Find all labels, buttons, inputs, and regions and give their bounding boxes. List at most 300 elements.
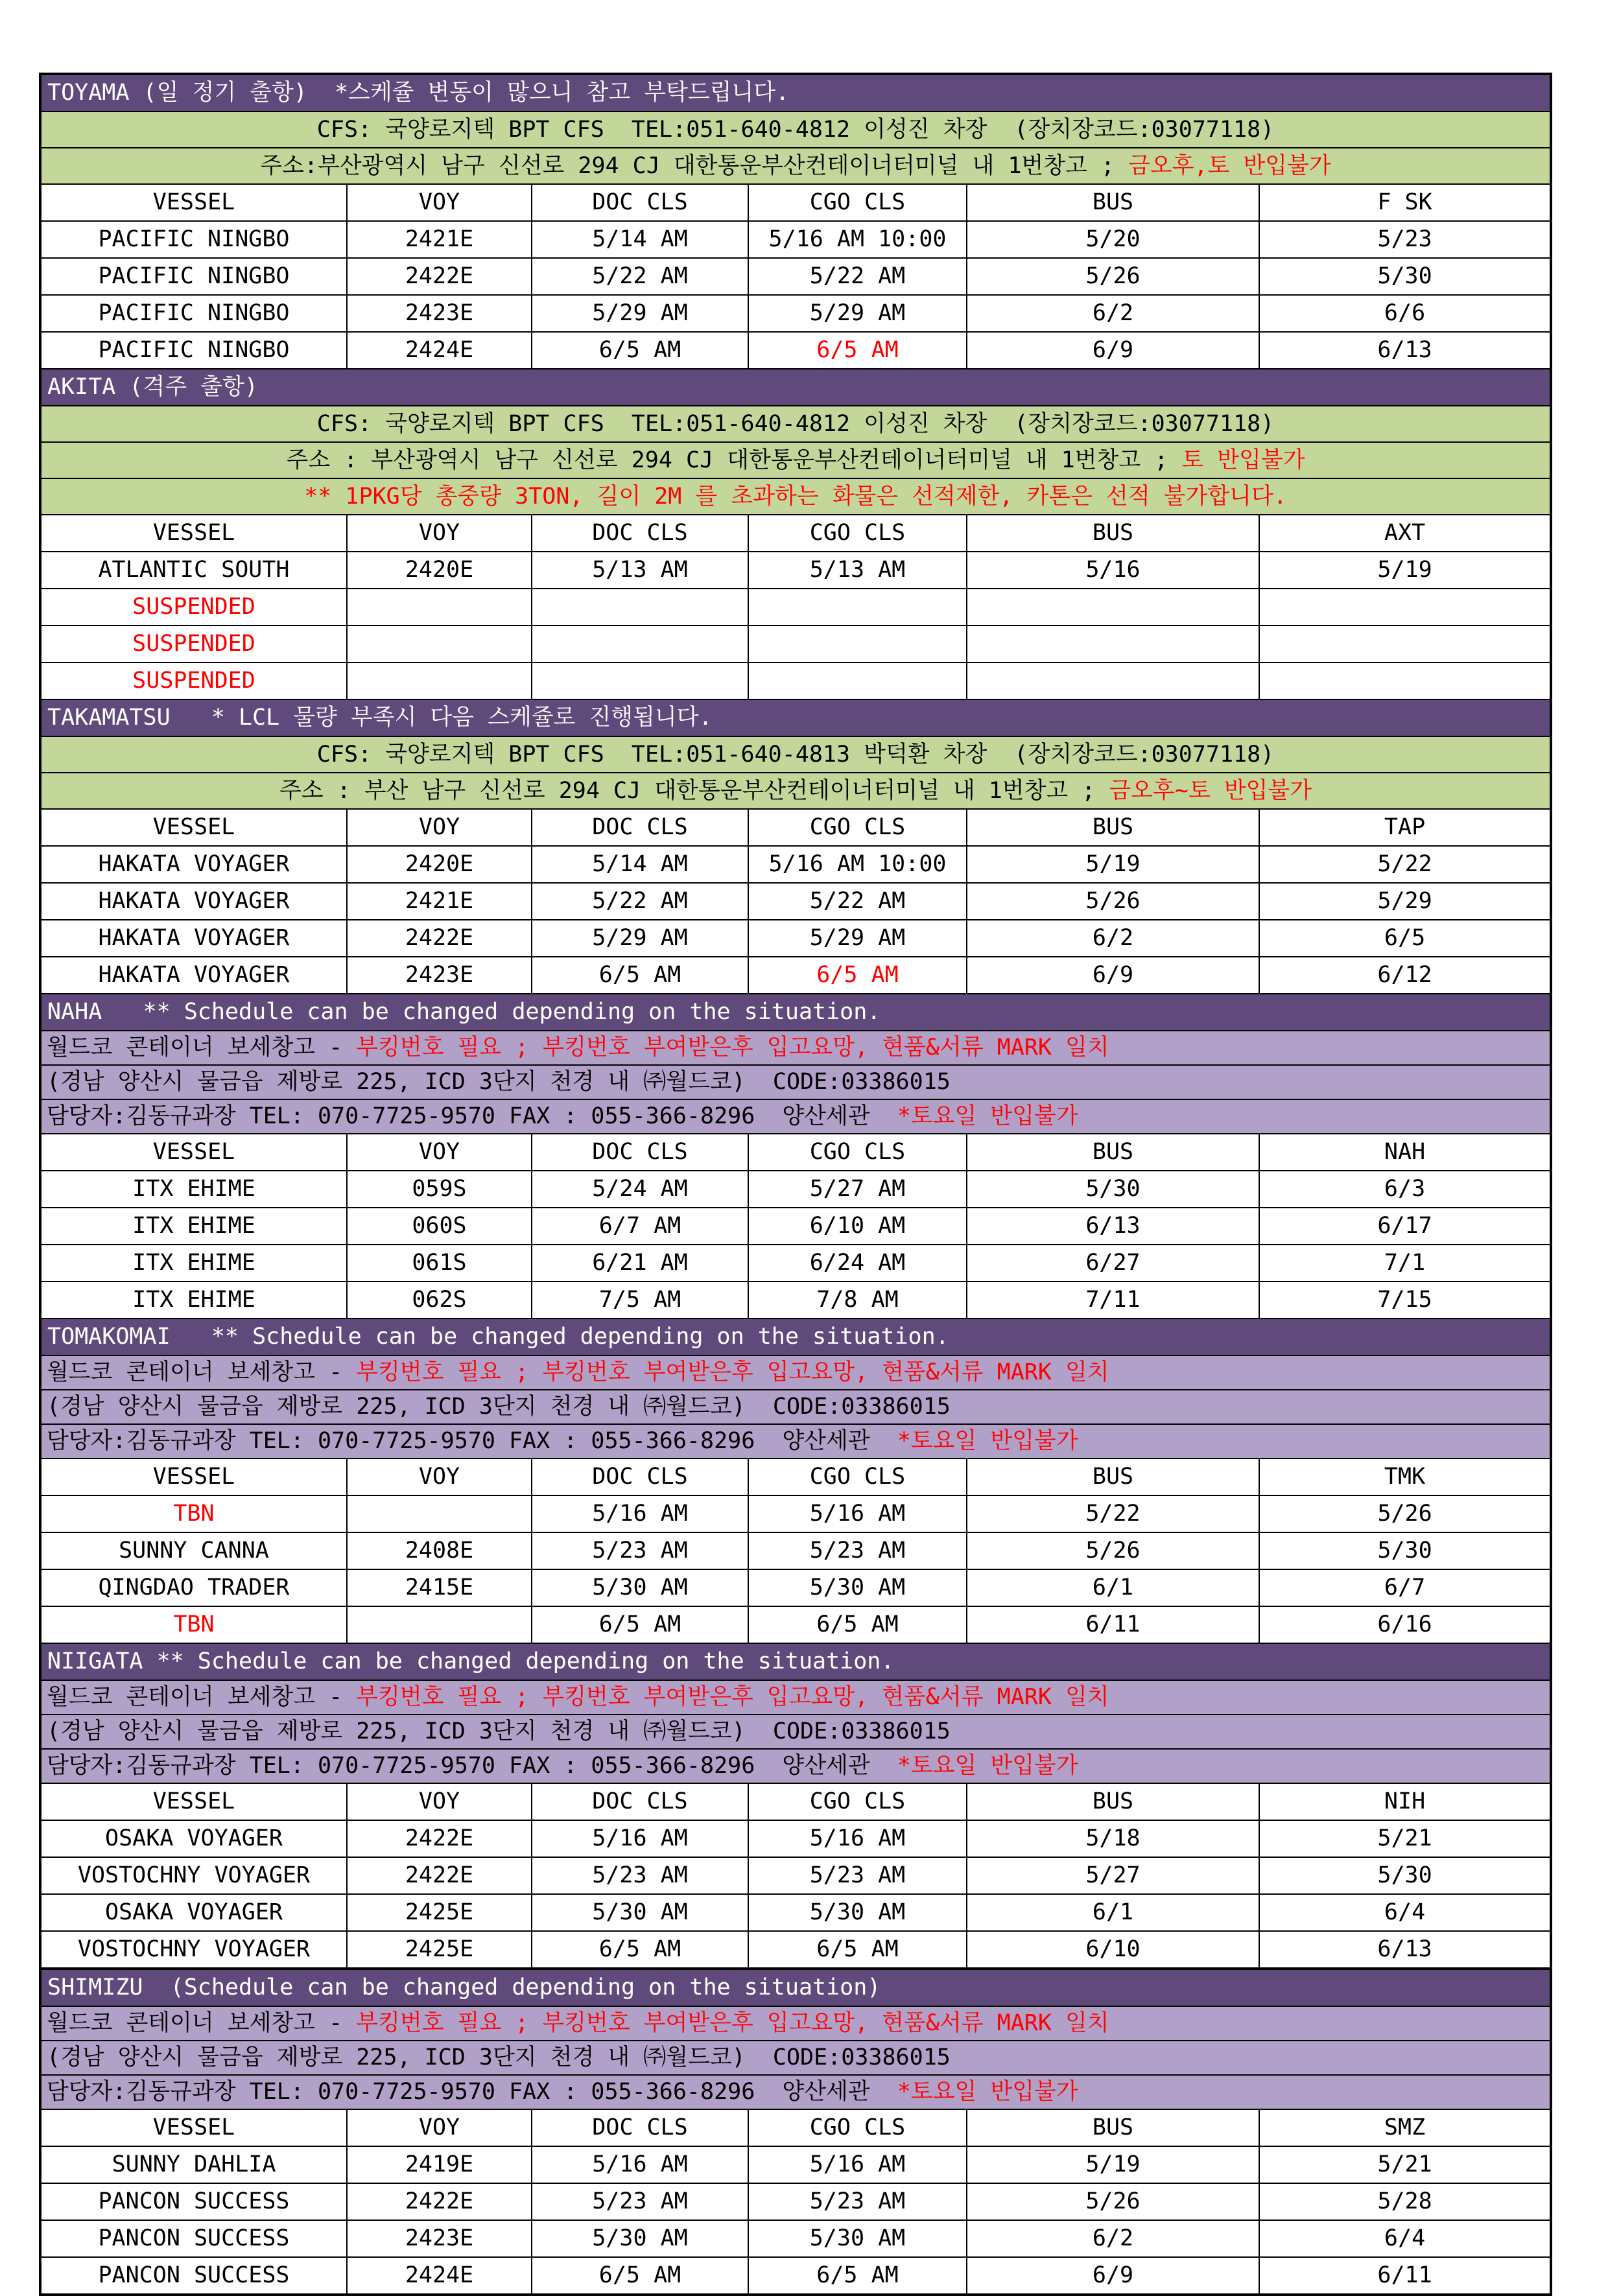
voy-cell: 2422E xyxy=(347,2183,532,2220)
schedule-row xyxy=(40,626,1551,662)
vessel-cell: HAKATA VOYAGER xyxy=(40,957,347,994)
arrival-cell: 6/4 xyxy=(1259,2220,1551,2257)
schedule-row xyxy=(40,883,1551,920)
column-header-bus: BUS xyxy=(967,1134,1259,1171)
cfs-info-row xyxy=(40,736,1551,773)
vessel-cell: ITX EHIME xyxy=(40,1282,347,1318)
vessel-cell: PANCON SUCCESS xyxy=(40,2220,347,2257)
schedule-row xyxy=(40,662,1551,699)
bus-cell: 6/9 xyxy=(967,332,1259,369)
doc-cls-cell: 5/16 AM xyxy=(532,2146,748,2183)
cfs-info-line xyxy=(40,148,1551,184)
section-title: TOMAKOMAI ** Schedule can be changed depending on the situation. xyxy=(40,1318,1551,1355)
column-header-cgo-cls: CGO CLS xyxy=(748,184,967,221)
vessel-cell: QINGDAO TRADER xyxy=(40,1569,347,1606)
vessel-cell: TBN xyxy=(40,1495,347,1532)
cgo-cls-cell: 6/5 AM xyxy=(748,2257,967,2295)
bus-cell xyxy=(967,589,1259,626)
info-text: 담당자:김동규과장 TEL: 070-7725-9570 FAX : 055-366-8296 양산세관 xyxy=(47,1103,897,1129)
arrival-cell: 5/19 xyxy=(1259,552,1551,589)
doc-cls-cell: 5/16 AM xyxy=(532,1820,748,1857)
vessel-cell: VOSTOCHNY VOYAGER xyxy=(40,1857,347,1894)
info-text: (경남 양산시 물금읍 제방로 225, ICD 3단지 천경 내 ㈜월드코) CODE:03386015 xyxy=(47,1394,951,1420)
column-header-cgo-cls: CGO CLS xyxy=(748,1134,967,1171)
info-text: CFS: 국양로지텍 BPT CFS TEL:051-640-4813 박덕환 차장 (장치장코드:03077118) xyxy=(316,741,1275,767)
doc-cls-cell: 5/30 AM xyxy=(532,1894,748,1931)
doc-cls-cell: 6/5 AM xyxy=(532,2257,748,2295)
warehouse-info-row xyxy=(40,1390,1551,1424)
warehouse-info-line xyxy=(40,1715,1551,1749)
vessel-cell: OSAKA VOYAGER xyxy=(40,1820,347,1857)
vessel-cell: SUSPENDED xyxy=(40,589,347,626)
arrival-cell: 5/30 xyxy=(1259,258,1551,295)
notice-text: 토 반입불가 xyxy=(1181,447,1305,473)
doc-cls-cell: 5/29 AM xyxy=(532,295,748,332)
notice-text: *토요일 반입불가 xyxy=(897,1428,1078,1454)
section-title-row xyxy=(40,369,1551,406)
arrival-cell: 5/21 xyxy=(1259,2146,1551,2183)
schedule-row xyxy=(40,258,1551,295)
vessel-cell: ATLANTIC SOUTH xyxy=(40,552,347,589)
voy-cell: 2424E xyxy=(347,2257,532,2295)
column-header-voy: VOY xyxy=(347,515,532,552)
voy-cell: 2422E xyxy=(347,1857,532,1894)
voy-cell: 2420E xyxy=(347,846,532,883)
schedule-table xyxy=(39,73,1552,2296)
doc-cls-cell xyxy=(532,626,748,662)
warehouse-info-line xyxy=(40,1355,1551,1390)
column-header-doc-cls: DOC CLS xyxy=(532,184,748,221)
schedule-row xyxy=(40,1171,1551,1208)
column-header-bus: BUS xyxy=(967,1458,1259,1495)
cgo-cls-cell: 5/16 AM xyxy=(748,1820,967,1857)
voy-cell: 2420E xyxy=(347,552,532,589)
voy-cell: 2424E xyxy=(347,332,532,369)
column-header-arrival: TAP xyxy=(1259,809,1551,846)
cgo-cls-cell: 5/29 AM xyxy=(748,920,967,957)
column-header-arrival: F SK xyxy=(1259,184,1551,221)
cfs-info-line xyxy=(40,442,1551,478)
warehouse-info-line xyxy=(40,1390,1551,1424)
cgo-cls-cell xyxy=(748,589,967,626)
arrival-cell: 7/1 xyxy=(1259,1245,1551,1282)
cfs-info-row xyxy=(40,111,1551,148)
doc-cls-cell: 5/14 AM xyxy=(532,221,748,258)
schedule-row xyxy=(40,2183,1551,2220)
schedule-row xyxy=(40,1857,1551,1894)
cfs-info-line xyxy=(40,773,1551,809)
vessel-cell: SUSPENDED xyxy=(40,662,347,699)
column-header-cgo-cls: CGO CLS xyxy=(748,515,967,552)
cgo-cls-cell: 5/13 AM xyxy=(748,552,967,589)
notice-text: 부킹번호 필요 ; 부킹번호 부여받은후 입고요망, 현품&서류 MARK 일치 xyxy=(356,1684,1109,1710)
schedule-row xyxy=(40,295,1551,332)
doc-cls-cell: 5/24 AM xyxy=(532,1171,748,1208)
notice-text: *토요일 반입불가 xyxy=(897,2079,1078,2105)
info-text: CFS: 국양로지텍 BPT CFS TEL:051-640-4812 이성진 차장 (장치장코드:03077118) xyxy=(316,410,1275,437)
info-text: 월드코 콘테이너 보세창고 - xyxy=(47,1359,357,1385)
doc-cls-cell: 6/5 AM xyxy=(532,1606,748,1643)
vessel-cell: PACIFIC NINGBO xyxy=(40,295,347,332)
arrival-cell: 6/17 xyxy=(1259,1208,1551,1245)
cfs-info-line xyxy=(40,478,1551,515)
arrival-cell: 5/23 xyxy=(1259,221,1551,258)
arrival-cell: 5/21 xyxy=(1259,1820,1551,1857)
column-header-bus: BUS xyxy=(967,515,1259,552)
voy-cell: 2419E xyxy=(347,2146,532,2183)
schedule-row xyxy=(40,332,1551,369)
warehouse-info-line xyxy=(40,1680,1551,1715)
cfs-info-row xyxy=(40,406,1551,442)
vessel-cell: HAKATA VOYAGER xyxy=(40,920,347,957)
schedule-row xyxy=(40,589,1551,626)
column-header-vessel: VESSEL xyxy=(40,1134,347,1171)
column-header-doc-cls: DOC CLS xyxy=(532,515,748,552)
column-header-row xyxy=(40,1134,1551,1171)
column-header-doc-cls: DOC CLS xyxy=(532,1783,748,1820)
column-header-row xyxy=(40,1458,1551,1495)
bus-cell: 5/26 xyxy=(967,883,1259,920)
info-text: 월드코 콘테이너 보세창고 - xyxy=(47,1035,357,1060)
section-title-row xyxy=(40,1318,1551,1355)
arrival-cell xyxy=(1259,626,1551,662)
bus-cell: 7/11 xyxy=(967,1282,1259,1318)
schedule-row xyxy=(40,2257,1551,2295)
schedule-row xyxy=(40,1245,1551,1282)
bus-cell: 6/2 xyxy=(967,295,1259,332)
doc-cls-cell: 5/30 AM xyxy=(532,2220,748,2257)
column-header-voy: VOY xyxy=(347,184,532,221)
schedule-row xyxy=(40,1282,1551,1318)
cgo-cls-cell: 5/30 AM xyxy=(748,1569,967,1606)
column-header-vessel: VESSEL xyxy=(40,2109,347,2146)
schedule-row xyxy=(40,1569,1551,1606)
bus-cell: 6/11 xyxy=(967,1606,1259,1643)
doc-cls-cell: 5/23 AM xyxy=(532,2183,748,2220)
arrival-cell: 7/15 xyxy=(1259,1282,1551,1318)
column-header-arrival: AXT xyxy=(1259,515,1551,552)
warehouse-info-line xyxy=(40,1749,1551,1783)
section-title: NIIGATA ** Schedule can be changed depending on the situation. xyxy=(40,1643,1551,1680)
cgo-cls-cell: 7/8 AM xyxy=(748,1282,967,1318)
warehouse-info-row xyxy=(40,1749,1551,1783)
cfs-info-line xyxy=(40,406,1551,442)
schedule-row xyxy=(40,552,1551,589)
bus-cell: 5/30 xyxy=(967,1171,1259,1208)
vessel-cell: PANCON SUCCESS xyxy=(40,2183,347,2220)
section-title-row xyxy=(40,1969,1551,2006)
column-header-doc-cls: DOC CLS xyxy=(532,1458,748,1495)
cgo-cls-cell xyxy=(748,662,967,699)
arrival-cell: 5/26 xyxy=(1259,1495,1551,1532)
column-header-cgo-cls: CGO CLS xyxy=(748,2109,967,2146)
column-header-vessel: VESSEL xyxy=(40,184,347,221)
schedule-row xyxy=(40,957,1551,994)
info-text: (경남 양산시 물금읍 제방로 225, ICD 3단지 천경 내 ㈜월드코) CODE:03386015 xyxy=(47,1069,951,1095)
doc-cls-cell: 6/5 AM xyxy=(532,957,748,994)
bus-cell: 6/10 xyxy=(967,1931,1259,1969)
info-text: 월드코 콘테이너 보세창고 - xyxy=(47,2010,357,2036)
arrival-cell: 6/11 xyxy=(1259,2257,1551,2295)
bus-cell: 5/19 xyxy=(967,846,1259,883)
column-header-arrival: NIH xyxy=(1259,1783,1551,1820)
cgo-cls-cell: 6/5 AM xyxy=(748,1931,967,1969)
vessel-cell: PANCON SUCCESS xyxy=(40,2257,347,2295)
cfs-info-row xyxy=(40,773,1551,809)
column-header-arrival: NAH xyxy=(1259,1134,1551,1171)
info-text: 주소 : 부산 남구 신선로 294 CJ 대한통운부산컨테이너터미널 내 1번창고 ; xyxy=(279,777,1109,804)
arrival-cell: 6/13 xyxy=(1259,332,1551,369)
section-title: TOYAMA (일 정기 출항) *스케쥴 변동이 많으니 참고 부탁드립니다. xyxy=(40,74,1551,111)
doc-cls-cell: 5/30 AM xyxy=(532,1569,748,1606)
warehouse-info-line xyxy=(40,1065,1551,1099)
vessel-cell: ITX EHIME xyxy=(40,1171,347,1208)
notice-text: 금오후,토 반입불가 xyxy=(1128,152,1331,179)
bus-cell: 6/27 xyxy=(967,1245,1259,1282)
arrival-cell: 5/30 xyxy=(1259,1857,1551,1894)
column-header-voy: VOY xyxy=(347,1134,532,1171)
doc-cls-cell xyxy=(532,589,748,626)
vessel-cell: SUSPENDED xyxy=(40,626,347,662)
cgo-cls-cell: 5/16 AM xyxy=(748,2146,967,2183)
bus-cell: 5/19 xyxy=(967,2146,1259,2183)
vessel-cell: ITX EHIME xyxy=(40,1208,347,1245)
schedule-row xyxy=(40,1208,1551,1245)
voy-cell: 2423E xyxy=(347,295,532,332)
bus-cell xyxy=(967,626,1259,662)
warehouse-info-row xyxy=(40,2075,1551,2109)
cgo-cls-cell: 5/22 AM xyxy=(748,258,967,295)
schedule-row xyxy=(40,1894,1551,1931)
column-header-bus: BUS xyxy=(967,2109,1259,2146)
arrival-cell: 6/3 xyxy=(1259,1171,1551,1208)
info-text: 담당자:김동규과장 TEL: 070-7725-9570 FAX : 055-366-8296 양산세관 xyxy=(47,2079,897,2105)
warehouse-info-row xyxy=(40,2006,1551,2041)
column-header-vessel: VESSEL xyxy=(40,809,347,846)
arrival-cell: 6/6 xyxy=(1259,295,1551,332)
column-header-row xyxy=(40,515,1551,552)
doc-cls-cell: 6/21 AM xyxy=(532,1245,748,1282)
arrival-cell: 6/5 xyxy=(1259,920,1551,957)
warehouse-info-row xyxy=(40,1031,1551,1065)
cgo-cls-cell: 5/16 AM xyxy=(748,1495,967,1532)
section-title: SHIMIZU (Schedule can be changed depending on the situation) xyxy=(40,1969,1551,2006)
column-header-voy: VOY xyxy=(347,809,532,846)
info-text: 주소:부산광역시 남구 신선로 294 CJ 대한통운부산컨테이너터미널 내 1번창고 ; xyxy=(260,152,1129,179)
doc-cls-cell: 5/13 AM xyxy=(532,552,748,589)
voy-cell: 061S xyxy=(347,1245,532,1282)
warehouse-info-row xyxy=(40,1099,1551,1134)
schedule-row xyxy=(40,2220,1551,2257)
schedule-row xyxy=(40,920,1551,957)
column-header-cgo-cls: CGO CLS xyxy=(748,1458,967,1495)
warehouse-info-row xyxy=(40,2041,1551,2075)
column-header-row xyxy=(40,1783,1551,1820)
section-title: AKITA (격주 출항) xyxy=(40,369,1551,406)
doc-cls-cell: 5/22 AM xyxy=(532,258,748,295)
doc-cls-cell: 5/23 AM xyxy=(532,1857,748,1894)
bus-cell: 5/26 xyxy=(967,2183,1259,2220)
section-title-row xyxy=(40,699,1551,736)
bus-cell: 5/26 xyxy=(967,258,1259,295)
schedule-row xyxy=(40,1606,1551,1643)
cgo-cls-cell: 5/23 AM xyxy=(748,2183,967,2220)
voy-cell: 2425E xyxy=(347,1894,532,1931)
arrival-cell: 6/4 xyxy=(1259,1894,1551,1931)
notice-text: *토요일 반입불가 xyxy=(897,1103,1078,1129)
section-title-row xyxy=(40,74,1551,111)
cgo-cls-cell: 6/5 AM xyxy=(748,1606,967,1643)
vessel-cell: ITX EHIME xyxy=(40,1245,347,1282)
column-header-row xyxy=(40,2109,1551,2146)
arrival-cell: 5/22 xyxy=(1259,846,1551,883)
cgo-cls-cell xyxy=(748,626,967,662)
bus-cell: 6/2 xyxy=(967,920,1259,957)
schedule-row xyxy=(40,221,1551,258)
arrival-cell: 6/7 xyxy=(1259,1569,1551,1606)
bus-cell: 5/26 xyxy=(967,1532,1259,1569)
voy-cell: 2415E xyxy=(347,1569,532,1606)
warehouse-info-line xyxy=(40,2006,1551,2041)
bus-cell: 6/9 xyxy=(967,957,1259,994)
vessel-cell: HAKATA VOYAGER xyxy=(40,846,347,883)
warehouse-info-row xyxy=(40,1715,1551,1749)
column-header-arrival: SMZ xyxy=(1259,2109,1551,2146)
warehouse-info-line xyxy=(40,1031,1551,1065)
column-header-voy: VOY xyxy=(347,1458,532,1495)
schedule-row xyxy=(40,2146,1551,2183)
voy-cell: 060S xyxy=(347,1208,532,1245)
cfs-info-line xyxy=(40,736,1551,773)
voy-cell xyxy=(347,1606,532,1643)
vessel-cell: PACIFIC NINGBO xyxy=(40,332,347,369)
cfs-info-row xyxy=(40,442,1551,478)
bus-cell: 5/27 xyxy=(967,1857,1259,1894)
voy-cell: 2421E xyxy=(347,221,532,258)
voy-cell xyxy=(347,662,532,699)
doc-cls-cell: 7/5 AM xyxy=(532,1282,748,1318)
column-header-row xyxy=(40,809,1551,846)
voy-cell: 059S xyxy=(347,1171,532,1208)
cgo-cls-cell: 6/24 AM xyxy=(748,1245,967,1282)
cgo-cls-cell: 5/23 AM xyxy=(748,1532,967,1569)
cgo-cls-cell: 6/5 AM xyxy=(748,957,967,994)
section-title-row xyxy=(40,994,1551,1031)
column-header-vessel: VESSEL xyxy=(40,1783,347,1820)
warehouse-info-row xyxy=(40,1065,1551,1099)
section-title: NAHA ** Schedule can be changed depending on the situation. xyxy=(40,994,1551,1031)
schedule-row xyxy=(40,1495,1551,1532)
schedule-body xyxy=(40,74,1551,2295)
bus-cell: 6/1 xyxy=(967,1894,1259,1931)
cgo-cls-cell: 6/5 AM xyxy=(748,332,967,369)
vessel-cell: SUNNY CANNA xyxy=(40,1532,347,1569)
warehouse-info-row xyxy=(40,1355,1551,1390)
voy-cell: 2425E xyxy=(347,1931,532,1969)
column-header-vessel: VESSEL xyxy=(40,515,347,552)
column-header-row xyxy=(40,184,1551,221)
doc-cls-cell: 5/22 AM xyxy=(532,883,748,920)
bus-cell: 5/22 xyxy=(967,1495,1259,1532)
section-title: TAKAMATSU * LCL 물량 부족시 다음 스케쥴로 진행됩니다. xyxy=(40,699,1551,736)
vessel-cell: PACIFIC NINGBO xyxy=(40,258,347,295)
column-header-cgo-cls: CGO CLS xyxy=(748,1783,967,1820)
schedule-row xyxy=(40,1931,1551,1969)
warehouse-info-row xyxy=(40,1424,1551,1458)
bus-cell: 6/2 xyxy=(967,2220,1259,2257)
info-text: 주소 : 부산광역시 남구 신선로 294 CJ 대한통운부산컨테이너터미널 내 1번창고 ; xyxy=(286,447,1182,473)
voy-cell: 2422E xyxy=(347,258,532,295)
column-header-voy: VOY xyxy=(347,1783,532,1820)
bus-cell xyxy=(967,662,1259,699)
bus-cell: 6/13 xyxy=(967,1208,1259,1245)
voy-cell: 2421E xyxy=(347,883,532,920)
bus-cell: 5/16 xyxy=(967,552,1259,589)
vessel-cell: TBN xyxy=(40,1606,347,1643)
doc-cls-cell: 6/5 AM xyxy=(532,332,748,369)
arrival-cell xyxy=(1259,662,1551,699)
column-header-doc-cls: DOC CLS xyxy=(532,1134,748,1171)
info-text: CFS: 국양로지텍 BPT CFS TEL:051-640-4812 이성진 차장 (장치장코드:03077118) xyxy=(316,116,1275,143)
warehouse-info-line xyxy=(40,1099,1551,1134)
column-header-arrival: TMK xyxy=(1259,1458,1551,1495)
schedule-row xyxy=(40,1532,1551,1569)
cgo-cls-cell: 5/30 AM xyxy=(748,1894,967,1931)
doc-cls-cell: 5/16 AM xyxy=(532,1495,748,1532)
column-header-bus: BUS xyxy=(967,809,1259,846)
cfs-info-line xyxy=(40,111,1551,148)
warehouse-info-line xyxy=(40,1424,1551,1458)
vessel-cell: SUNNY DAHLIA xyxy=(40,2146,347,2183)
arrival-cell: 5/28 xyxy=(1259,2183,1551,2220)
voy-cell: 2408E xyxy=(347,1532,532,1569)
arrival-cell: 6/12 xyxy=(1259,957,1551,994)
schedule-row xyxy=(40,846,1551,883)
info-text: 담당자:김동규과장 TEL: 070-7725-9570 FAX : 055-366-8296 양산세관 xyxy=(47,1753,897,1779)
voy-cell xyxy=(347,1495,532,1532)
info-text: (경남 양산시 물금읍 제방로 225, ICD 3단지 천경 내 ㈜월드코) CODE:03386015 xyxy=(47,2044,951,2070)
voy-cell xyxy=(347,589,532,626)
column-header-cgo-cls: CGO CLS xyxy=(748,809,967,846)
doc-cls-cell: 5/14 AM xyxy=(532,846,748,883)
warehouse-info-line xyxy=(40,2075,1551,2109)
info-text: 월드코 콘테이너 보세창고 - xyxy=(47,1684,357,1710)
voy-cell: 2422E xyxy=(347,1820,532,1857)
cfs-info-row xyxy=(40,148,1551,184)
doc-cls-cell xyxy=(532,662,748,699)
notice-text: 부킹번호 필요 ; 부킹번호 부여받은후 입고요망, 현품&서류 MARK 일치 xyxy=(356,1035,1109,1060)
column-header-bus: BUS xyxy=(967,184,1259,221)
notice-text: ** 1PKG당 총중량 3TON, 길이 2M 를 초과하는 화물은 선적제한, 카톤은 선적 불가합니다. xyxy=(304,483,1287,510)
cgo-cls-cell: 5/30 AM xyxy=(748,2220,967,2257)
column-header-vessel: VESSEL xyxy=(40,1458,347,1495)
column-header-doc-cls: DOC CLS xyxy=(532,2109,748,2146)
arrival-cell: 6/16 xyxy=(1259,1606,1551,1643)
vessel-cell: HAKATA VOYAGER xyxy=(40,883,347,920)
cgo-cls-cell: 5/16 AM 10:00 xyxy=(748,221,967,258)
bus-cell: 5/20 xyxy=(967,221,1259,258)
arrival-cell: 6/13 xyxy=(1259,1931,1551,1969)
doc-cls-cell: 5/23 AM xyxy=(532,1532,748,1569)
info-text: (경남 양산시 물금읍 제방로 225, ICD 3단지 천경 내 ㈜월드코) CODE:03386015 xyxy=(47,1718,951,1744)
voy-cell: 062S xyxy=(347,1282,532,1318)
bus-cell: 6/1 xyxy=(967,1569,1259,1606)
cgo-cls-cell: 5/29 AM xyxy=(748,295,967,332)
voy-cell: 2423E xyxy=(347,957,532,994)
voy-cell: 2423E xyxy=(347,2220,532,2257)
column-header-bus: BUS xyxy=(967,1783,1259,1820)
notice-text: 부킹번호 필요 ; 부킹번호 부여받은후 입고요망, 현품&서류 MARK 일치 xyxy=(356,2010,1109,2036)
